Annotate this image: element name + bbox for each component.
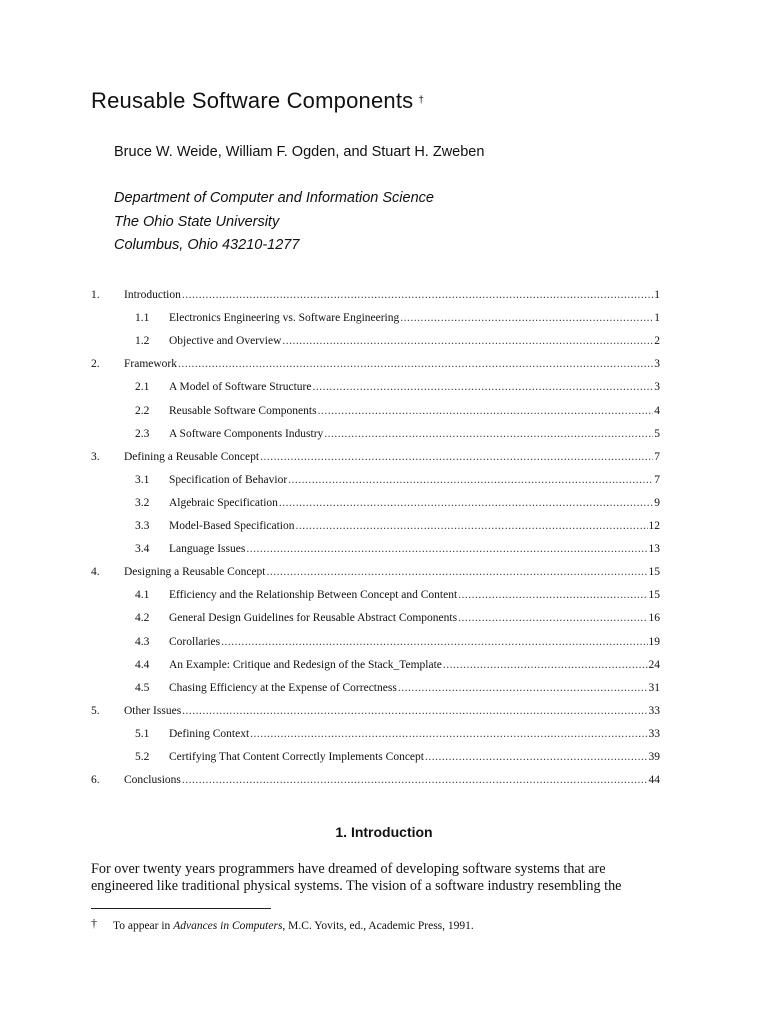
toc-entry-number: 3. xyxy=(91,450,100,463)
toc-entry xyxy=(0,589,768,611)
toc-entry xyxy=(0,451,768,473)
toc-dot-leader xyxy=(443,659,648,671)
toc-entry-page: 16 xyxy=(648,612,660,625)
toc-entry-page: 33 xyxy=(648,704,660,717)
toc-entry-number: 3.1 xyxy=(135,473,150,486)
toc-entry-number: 2.1 xyxy=(135,381,150,394)
toc-entry xyxy=(0,543,768,565)
toc-dot-leader xyxy=(279,497,653,509)
toc-entry-page: 13 xyxy=(648,543,660,556)
paragraph-line: For over twenty years programmers have dreamed of developing software systems that are xyxy=(91,861,606,877)
toc-entry xyxy=(0,566,768,588)
toc-entry xyxy=(0,497,768,519)
toc-entry-label: Algebraic Specification xyxy=(169,496,278,509)
affiliation-university: The Ohio State University xyxy=(114,214,280,230)
toc-entry-label: Objective and Overview xyxy=(169,335,282,348)
paragraph-line: engineered like traditional physical systems. The vision of a software industry resembling the xyxy=(91,878,622,894)
toc-entry xyxy=(0,358,768,380)
toc-entry-number: 5.1 xyxy=(135,727,150,740)
toc-entry-page: 4 xyxy=(654,404,660,417)
toc-entry xyxy=(0,428,768,450)
toc-entry-number: 2. xyxy=(91,358,100,371)
footnote-divider xyxy=(91,908,271,909)
toc-entry-number: 6. xyxy=(91,774,100,787)
toc-dot-leader xyxy=(182,289,653,301)
toc-dot-leader xyxy=(282,335,653,347)
toc-entry-number: 3.4 xyxy=(135,543,150,556)
section-heading: 1. Introduction xyxy=(335,824,433,840)
toc-entry-label: Chasing Efficiency at the Expense of Correctness xyxy=(169,681,397,694)
toc-entry-page: 44 xyxy=(648,774,660,787)
toc-entry-label: A Software Components Industry xyxy=(169,427,324,440)
toc-entry-label: Efficiency and the Relationship Between Concept and Content xyxy=(169,589,458,602)
toc-entry-page: 31 xyxy=(648,681,660,694)
toc-dot-leader xyxy=(312,381,653,393)
toc-entry xyxy=(0,474,768,496)
toc-dot-leader xyxy=(246,543,647,555)
toc-entry-label: An Example: Critique and Redesign of the Stack_Template xyxy=(169,658,442,671)
toc-entry xyxy=(0,636,768,658)
toc-entry-number: 4. xyxy=(91,566,100,579)
toc-entry-label: Defining Context xyxy=(169,727,250,740)
toc-entry-page: 9 xyxy=(654,496,660,509)
toc-dot-leader xyxy=(182,705,647,717)
toc-entry-number: 3.2 xyxy=(135,496,150,509)
toc-entry-page: 24 xyxy=(648,658,660,671)
toc-entry-page: 5 xyxy=(654,427,660,440)
toc-dot-leader xyxy=(318,405,654,417)
toc-entry-label: Defining a Reusable Concept xyxy=(124,450,260,463)
toc-entry-page: 1 xyxy=(654,312,660,325)
toc-entry xyxy=(0,520,768,542)
toc-entry-label: Corollaries xyxy=(169,635,221,648)
toc-entry-page: 7 xyxy=(654,473,660,486)
toc-entry-page: 1 xyxy=(654,289,660,301)
toc-entry-number: 4.1 xyxy=(135,589,150,602)
toc-entry-page: 15 xyxy=(648,566,660,579)
toc-entry-page: 39 xyxy=(648,751,660,763)
toc-entry xyxy=(0,682,768,704)
toc-entry-page: 7 xyxy=(654,450,660,463)
toc-entry-number: 2.3 xyxy=(135,427,150,440)
toc-entry-number: 4.2 xyxy=(135,612,150,625)
toc-entry-label: General Design Guidelines for Reusable Abstract Components xyxy=(169,612,458,625)
toc-dot-leader xyxy=(288,474,653,486)
toc-entry-number: 1. xyxy=(91,289,100,301)
footnote xyxy=(91,916,474,932)
toc-entry-page: 2 xyxy=(654,335,660,348)
footnote-mark: † xyxy=(91,916,97,930)
footnote-book-title: Advances in Computers xyxy=(173,920,283,932)
toc-entry-label: A Model of Software Structure xyxy=(169,381,312,394)
toc-entry-page: 3 xyxy=(654,381,660,394)
toc-entry-number: 1.2 xyxy=(135,335,150,348)
toc-entry-number: 4.4 xyxy=(135,658,150,671)
toc-entry xyxy=(0,751,768,773)
toc-entry-label: Conclusions xyxy=(124,774,181,787)
toc-entry-number: 3.3 xyxy=(135,520,150,532)
affiliation-address: Columbus, Ohio 43210-1277 xyxy=(114,237,300,253)
toc-entry-number: 2.2 xyxy=(135,404,150,417)
toc-entry-number: 4.5 xyxy=(135,681,150,694)
toc-dot-leader xyxy=(182,774,648,786)
toc-entry xyxy=(0,405,768,427)
footnote-text-after: , M.C. Yovits, ed., Academic Press, 1991. xyxy=(282,920,474,932)
toc-entry-page: 33 xyxy=(648,727,660,740)
authors: Bruce W. Weide, William F. Ogden, and Stuart H. Zweben xyxy=(114,144,485,160)
toc-entry xyxy=(0,774,768,796)
toc-entry-label: Other Issues xyxy=(124,704,182,717)
affiliation-department: Department of Computer and Information Science xyxy=(114,190,434,206)
toc-entry xyxy=(0,705,768,727)
toc-dot-leader xyxy=(324,428,653,440)
toc-dot-leader xyxy=(260,451,653,463)
toc-dot-leader xyxy=(400,312,653,324)
toc-entry-number: 5.2 xyxy=(135,751,150,763)
toc-entry-label: Electronics Engineering vs. Software Engineering xyxy=(169,312,400,325)
toc-dot-leader xyxy=(458,612,647,624)
toc-dot-leader xyxy=(266,566,647,578)
title-footnote-mark: † xyxy=(418,95,425,106)
toc-entry xyxy=(0,335,768,357)
toc-entry-label: Reusable Software Components xyxy=(169,404,317,417)
toc-entry-label: Certifying That Content Correctly Implements Concept xyxy=(169,751,424,763)
intro-paragraph xyxy=(91,861,671,895)
toc-entry xyxy=(0,312,768,334)
document-title: Reusable Software Components † xyxy=(91,88,425,113)
toc-entry xyxy=(0,289,768,311)
toc-entry-page: 3 xyxy=(654,358,660,371)
toc-dot-leader xyxy=(250,728,647,740)
toc-entry-label: Framework xyxy=(124,358,178,371)
toc-dot-leader xyxy=(458,589,647,601)
toc-entry xyxy=(0,381,768,403)
toc-dot-leader xyxy=(221,636,647,648)
toc-entry-page: 19 xyxy=(648,635,660,648)
toc-entry-page: 12 xyxy=(648,520,660,532)
toc-dot-leader xyxy=(398,682,648,694)
toc-dot-leader xyxy=(425,751,648,763)
toc-entry-label: Designing a Reusable Concept xyxy=(124,566,266,579)
toc-entry-label: Introduction xyxy=(124,289,181,301)
toc-entry xyxy=(0,659,768,681)
toc-entry-number: 1.1 xyxy=(135,312,150,325)
toc-entry-page: 15 xyxy=(648,589,660,602)
toc-entry xyxy=(0,728,768,750)
toc-entry xyxy=(0,612,768,634)
toc-dot-leader xyxy=(178,358,653,370)
toc-entry-label: Language Issues xyxy=(169,543,246,556)
toc-entry-label: Specification of Behavior xyxy=(169,473,288,486)
toc-entry-label: Model-Based Specification xyxy=(169,520,295,532)
toc-entry-number: 4.3 xyxy=(135,635,150,648)
footnote-text-before: To appear in xyxy=(113,920,174,932)
toc-entry-number: 5. xyxy=(91,704,100,717)
toc-dot-leader xyxy=(296,520,648,532)
